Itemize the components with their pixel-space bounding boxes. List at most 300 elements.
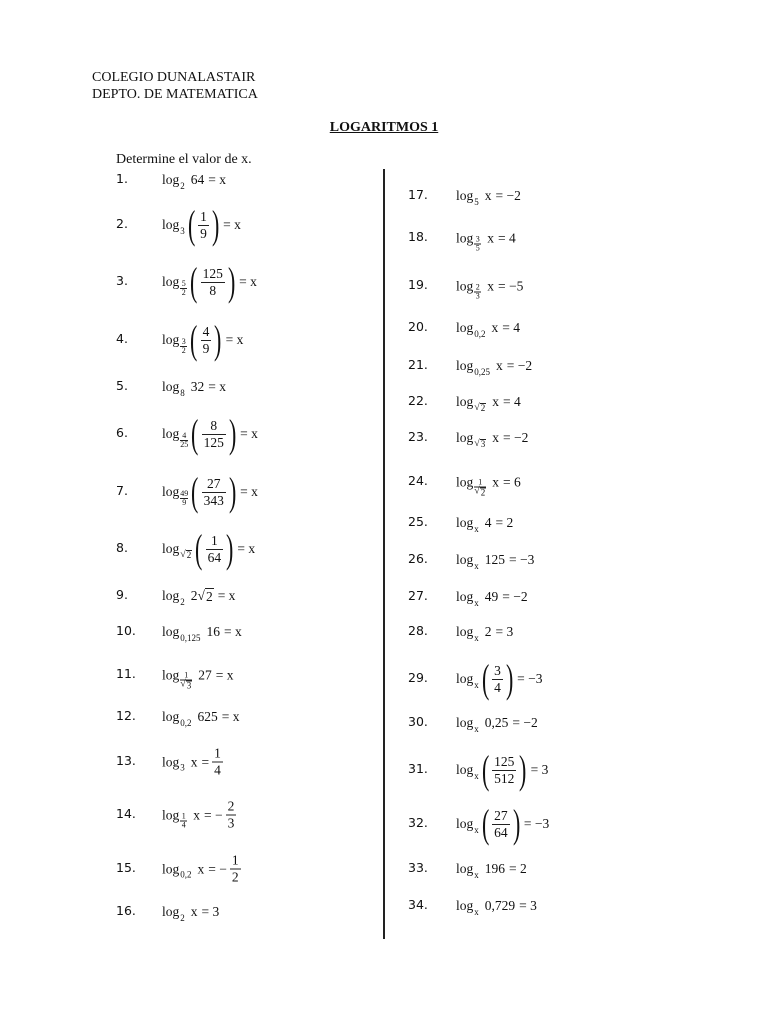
rhs-fraction [212, 746, 223, 779]
left-paren: ( [481, 656, 490, 701]
log-word: log [456, 762, 474, 777]
log-base [180, 550, 192, 560]
argument-denominator: 4 [494, 679, 501, 695]
base-value: x [474, 770, 479, 781]
equation-rhs: = x [215, 667, 234, 682]
argument-numerator: 3 [494, 662, 501, 678]
base-value: x [474, 597, 479, 608]
log-word: log [162, 332, 180, 347]
log-word: log [456, 861, 474, 876]
argument-denominator: 125 [203, 434, 224, 450]
log-word: log [456, 816, 474, 831]
log-expression [162, 379, 227, 398]
rhs-numerator: 1 [214, 745, 221, 761]
log-expression [456, 278, 524, 301]
radical [180, 678, 192, 691]
school-name: COLEGIO DUNALASTAIR [92, 70, 256, 85]
equation-rhs: = x [217, 588, 236, 603]
log-argument: x [491, 320, 499, 335]
equation-rhs: = −3 [517, 671, 543, 686]
equation-rhs: = 3 [201, 904, 220, 919]
log-base [180, 432, 188, 449]
base-fraction [180, 338, 187, 355]
log-base [180, 227, 185, 236]
right-paren: ) [227, 259, 236, 304]
log-word: log [162, 484, 180, 499]
log-base [180, 280, 187, 297]
base-value: x [474, 906, 479, 917]
equation-rhs: = x [225, 332, 244, 347]
rhs-numerator: 1 [231, 852, 239, 868]
log-word: log [162, 541, 180, 556]
equation-rhs: = −2 [503, 430, 529, 445]
exercise-number: 21. [408, 357, 428, 372]
log-argument: x [484, 188, 492, 203]
equation-rhs: = −2 [512, 715, 538, 730]
right-paren: ) [228, 411, 237, 456]
log-expression [162, 588, 236, 607]
log-word: log [456, 552, 474, 567]
base-denominator [180, 678, 192, 691]
base-denominator: 2 [181, 287, 186, 297]
exercise-number: 23. [408, 429, 428, 444]
log-word: log [456, 278, 474, 293]
equation-rhs: = x [208, 379, 227, 394]
log-expression [456, 898, 537, 917]
left-paren: ( [191, 411, 199, 456]
argument-fraction [202, 476, 226, 509]
instruction: Determine el valor de x. [116, 152, 252, 167]
log-word: log [162, 588, 180, 603]
log-expression [456, 188, 521, 207]
log-base [474, 871, 479, 880]
base-value: 2 [180, 912, 185, 923]
log-base [180, 634, 200, 643]
argument-fraction [201, 266, 225, 299]
base-numerator: 1 [181, 811, 186, 821]
log-base [474, 284, 481, 301]
log-argument: 0,729 [484, 898, 516, 913]
base-value: 2 [180, 180, 185, 191]
base-denominator: 4 [181, 820, 186, 830]
log-base [180, 871, 191, 880]
equation-rhs: = −3 [509, 552, 535, 567]
log-word: log [162, 667, 180, 682]
rhs-fraction [226, 799, 237, 832]
right-paren: ) [214, 317, 222, 362]
log-expression [162, 666, 234, 691]
base-denominator: 5 [475, 243, 480, 253]
radicand: 3 [186, 680, 192, 691]
equation-rhs: = −5 [498, 278, 524, 293]
argument-numerator: 4 [202, 323, 210, 339]
base-denominator [474, 485, 486, 498]
log-word: log [162, 861, 180, 876]
log-expression [456, 861, 527, 880]
log-argument: 64 [190, 172, 205, 187]
log-word: log [162, 754, 180, 769]
exercise-number: 28. [408, 623, 428, 638]
argument-numerator: 27 [206, 475, 221, 491]
log-argument: x [193, 807, 201, 822]
base-value: 5 [474, 196, 479, 207]
base-value: 0,2 [180, 717, 192, 728]
exercise-item [0, 319, 768, 339]
log-argument: 4 [484, 515, 492, 530]
base-numerator: 1 [184, 670, 189, 680]
equation-rhs: = − [204, 807, 223, 822]
equation-rhs: = 3 [530, 762, 549, 777]
log-word: log [162, 426, 180, 441]
exercise-number: 29. [408, 670, 428, 685]
radical [474, 439, 486, 449]
exercise-number: 4. [116, 331, 128, 346]
base-value: 0,25 [474, 366, 491, 377]
log-expression [162, 259, 257, 304]
log-argument: 16 [206, 624, 221, 639]
log-word: log [456, 430, 474, 445]
exercise-item [0, 393, 768, 413]
equation-rhs: = 6 [503, 474, 521, 489]
log-base [474, 772, 479, 781]
exercise-number: 3. [116, 273, 128, 288]
log-argument: 0,25 [484, 715, 509, 730]
exercise-number: 10. [116, 623, 136, 638]
log-word: log [456, 671, 474, 686]
log-word: log [162, 709, 180, 724]
left-paren: ( [190, 259, 198, 304]
radical-sign: √ [474, 438, 480, 449]
log-base [474, 368, 490, 377]
base-numerator: 2 [475, 282, 480, 292]
left-paren: ( [195, 526, 203, 571]
exercise-item [0, 588, 768, 608]
exercise-number: 20. [408, 319, 428, 334]
base-fraction [474, 236, 481, 253]
exercise-number: 24. [408, 473, 428, 488]
exercise-number: 5. [116, 378, 128, 393]
log-argument: 625 [197, 709, 218, 724]
log-base [474, 236, 481, 253]
rhs-numerator: 2 [227, 798, 235, 814]
argument-denominator: 9 [200, 225, 207, 241]
base-value: x [474, 523, 479, 534]
page-title-text: LOGARITMOS 1 [329, 120, 439, 135]
equation-rhs: = −2 [506, 358, 533, 373]
argument-fraction [198, 209, 209, 242]
log-argument: x [197, 861, 205, 876]
exercise-number: 14. [116, 806, 136, 821]
log-word: log [456, 394, 474, 409]
log-word: log [162, 274, 180, 289]
log-argument: x [492, 430, 500, 445]
exercise-item [0, 229, 768, 253]
log-expression [162, 469, 258, 514]
log-argument: x [190, 754, 198, 769]
exercise-number: 13. [116, 753, 136, 768]
log-word: log [456, 358, 474, 373]
base-value: x [474, 560, 479, 571]
base-denominator: 9 [182, 497, 187, 507]
page-title [0, 120, 768, 136]
log-word: log [456, 515, 474, 530]
radical [474, 403, 486, 413]
log-word: log [162, 379, 180, 394]
right-paren: ) [519, 747, 527, 792]
log-base [474, 562, 479, 571]
base-value: 3 [180, 225, 185, 236]
equation-rhs: = 4 [498, 230, 516, 245]
exercise-number: 32. [408, 815, 428, 830]
log-expression [456, 589, 528, 608]
equation-rhs: = −3 [523, 816, 550, 831]
exercise-number: 17. [408, 187, 428, 202]
log-word: log [162, 807, 180, 822]
log-base [474, 681, 479, 690]
radical-sign: √ [180, 549, 186, 560]
exercise-number: 19. [408, 277, 428, 292]
log-expression [162, 317, 244, 362]
log-base [474, 599, 479, 608]
base-numerator: 4 [182, 430, 187, 440]
radicand: 2 [186, 550, 192, 560]
equation-rhs: = x [223, 217, 241, 232]
log-expression [456, 715, 538, 734]
department-name: DEPTO. DE MATEMATICA [92, 87, 258, 102]
log-word: log [162, 904, 180, 919]
argument-denominator: 343 [203, 492, 224, 508]
exercise-number: 8. [116, 540, 128, 555]
base-value: 0,125 [180, 632, 201, 643]
argument-denominator: 64 [207, 549, 222, 565]
base-denominator: 2 [181, 345, 186, 355]
right-paren: ) [512, 801, 520, 846]
exercise-number: 30. [408, 714, 428, 729]
equation-rhs: = x [240, 484, 258, 499]
argument-radical [198, 588, 214, 604]
exercise-item [0, 378, 768, 398]
argument-fraction [202, 418, 226, 451]
left-paren: ( [191, 469, 199, 514]
exercise-number: 16. [116, 903, 136, 918]
exercise-number: 12. [116, 708, 136, 723]
argument-numerator: 1 [200, 208, 207, 224]
right-paren: ) [226, 526, 234, 571]
log-argument: 196 [484, 861, 506, 876]
log-word: log [456, 188, 474, 203]
exercise-item [0, 277, 768, 301]
base-value: 0,2 [474, 328, 486, 339]
base-value: x [474, 869, 479, 880]
exercise-number: 11. [116, 666, 136, 681]
log-base [180, 813, 187, 830]
log-base [474, 908, 479, 917]
base-fraction [474, 479, 486, 498]
log-expression [162, 526, 256, 571]
argument-fraction [492, 663, 503, 696]
argument-fraction [492, 808, 510, 841]
log-word: log [456, 474, 474, 489]
base-value: x [474, 723, 479, 734]
argument-denominator: 512 [494, 770, 515, 786]
log-word: log [456, 320, 474, 335]
log-argument: x [487, 278, 495, 293]
log-expression [162, 746, 226, 779]
log-expression [456, 230, 516, 253]
log-base [474, 439, 486, 449]
log-base [474, 479, 486, 498]
equation-rhs: = x [239, 274, 257, 289]
base-value: 0,2 [180, 869, 192, 880]
argument-denominator: 8 [209, 282, 217, 298]
exercise-number: 31. [408, 761, 428, 776]
equation-rhs: = x [237, 541, 256, 556]
log-expression [162, 202, 241, 247]
base-fraction [180, 813, 187, 830]
log-argument-coefficient: 2 [190, 588, 198, 603]
base-numerator: 3 [475, 234, 480, 244]
base-numerator: 5 [181, 278, 186, 288]
base-value: 8 [180, 387, 185, 398]
log-argument: x [190, 904, 198, 919]
log-expression [456, 624, 514, 643]
base-fraction [180, 432, 188, 449]
log-expression [456, 552, 535, 571]
exercise-number: 18. [408, 229, 428, 244]
base-numerator: 49 [180, 488, 189, 498]
radical-sign: √ [474, 485, 480, 497]
equation-rhs: = −2 [495, 188, 521, 203]
log-base [474, 403, 486, 413]
left-paren: ( [187, 202, 196, 247]
exercise-item [0, 187, 768, 207]
log-argument: 125 [484, 552, 506, 567]
exercise-number: 9. [116, 587, 128, 602]
log-word: log [162, 217, 180, 232]
log-expression [456, 394, 521, 413]
exercise-number: 6. [116, 425, 128, 440]
log-base [180, 672, 192, 691]
log-expression [456, 801, 550, 846]
exercise-number: 7. [116, 483, 128, 498]
log-argument: x [487, 230, 495, 245]
argument-numerator: 8 [210, 417, 218, 433]
rhs-denominator: 4 [214, 762, 221, 778]
log-expression [456, 747, 549, 792]
log-expression [162, 799, 239, 832]
base-value: 2 [180, 596, 185, 607]
log-word: log [456, 589, 474, 604]
log-expression [456, 656, 543, 701]
radical [474, 485, 486, 498]
equation-rhs: = 3 [519, 898, 537, 913]
right-paren: ) [505, 656, 514, 701]
log-argument: 27 [198, 667, 212, 682]
equation-rhs: = x [221, 709, 240, 724]
log-word: log [456, 715, 474, 730]
argument-radicand: 2 [205, 589, 213, 604]
exercise-item [0, 514, 768, 534]
rhs-denominator: 3 [227, 815, 235, 831]
left-paren: ( [481, 801, 490, 846]
log-argument: x [492, 474, 500, 489]
argument-denominator: 9 [202, 340, 210, 356]
right-paren: ) [211, 202, 220, 247]
log-base [474, 330, 485, 339]
base-fraction [474, 284, 481, 301]
rhs-denominator: 2 [231, 869, 239, 885]
log-base [474, 634, 479, 643]
log-base [180, 389, 185, 398]
log-argument: 2 [484, 624, 492, 639]
base-value: x [474, 632, 479, 643]
log-expression [456, 320, 521, 339]
equation-rhs: = 4 [503, 394, 521, 409]
log-argument: 49 [484, 589, 499, 604]
radicand: 3 [480, 439, 486, 449]
exercise-number: 27. [408, 588, 428, 603]
log-expression [456, 430, 529, 449]
base-fraction [180, 490, 188, 507]
radical-sign: √ [180, 678, 186, 690]
radicand: 2 [480, 487, 486, 498]
argument-numerator: 125 [202, 265, 223, 281]
log-expression [162, 411, 258, 456]
exercise-number: 33. [408, 860, 428, 875]
base-denominator: 25 [180, 439, 189, 449]
argument-numerator: 27 [494, 807, 508, 823]
base-value: x [474, 824, 479, 835]
log-argument: 32 [190, 379, 205, 394]
equation-rhs: = [201, 754, 210, 769]
equation-rhs: = x [224, 624, 242, 639]
radical-sign: √ [197, 588, 205, 603]
log-argument: x [492, 394, 500, 409]
log-expression [456, 515, 514, 534]
exercise-number: 26. [408, 551, 428, 566]
log-word: log [456, 230, 474, 245]
equation-rhs: = 3 [495, 624, 514, 639]
argument-denominator: 64 [494, 824, 508, 840]
log-base [180, 490, 188, 507]
base-fraction [180, 672, 192, 691]
left-paren: ( [190, 317, 198, 362]
equation-rhs: = 4 [502, 320, 521, 335]
exercise-number: 22. [408, 393, 428, 408]
equation-rhs: = 2 [495, 515, 514, 530]
base-value: 3 [180, 762, 185, 773]
argument-fraction [492, 754, 516, 787]
log-base [180, 338, 187, 355]
exercise-number: 25. [408, 514, 428, 529]
right-paren: ) [228, 469, 237, 514]
base-numerator: 1 [478, 477, 483, 487]
log-expression [456, 358, 533, 377]
radical [180, 550, 192, 560]
log-base [474, 525, 479, 534]
log-base [180, 914, 185, 923]
equation-rhs: = −2 [502, 589, 528, 604]
log-base [474, 725, 479, 734]
log-base [474, 198, 479, 207]
left-paren: ( [481, 747, 490, 792]
exercise-number: 15. [116, 860, 136, 875]
log-word: log [456, 898, 474, 913]
log-expression [162, 172, 227, 191]
log-word: log [456, 624, 474, 639]
log-base [474, 826, 479, 835]
log-argument: x [496, 358, 503, 373]
